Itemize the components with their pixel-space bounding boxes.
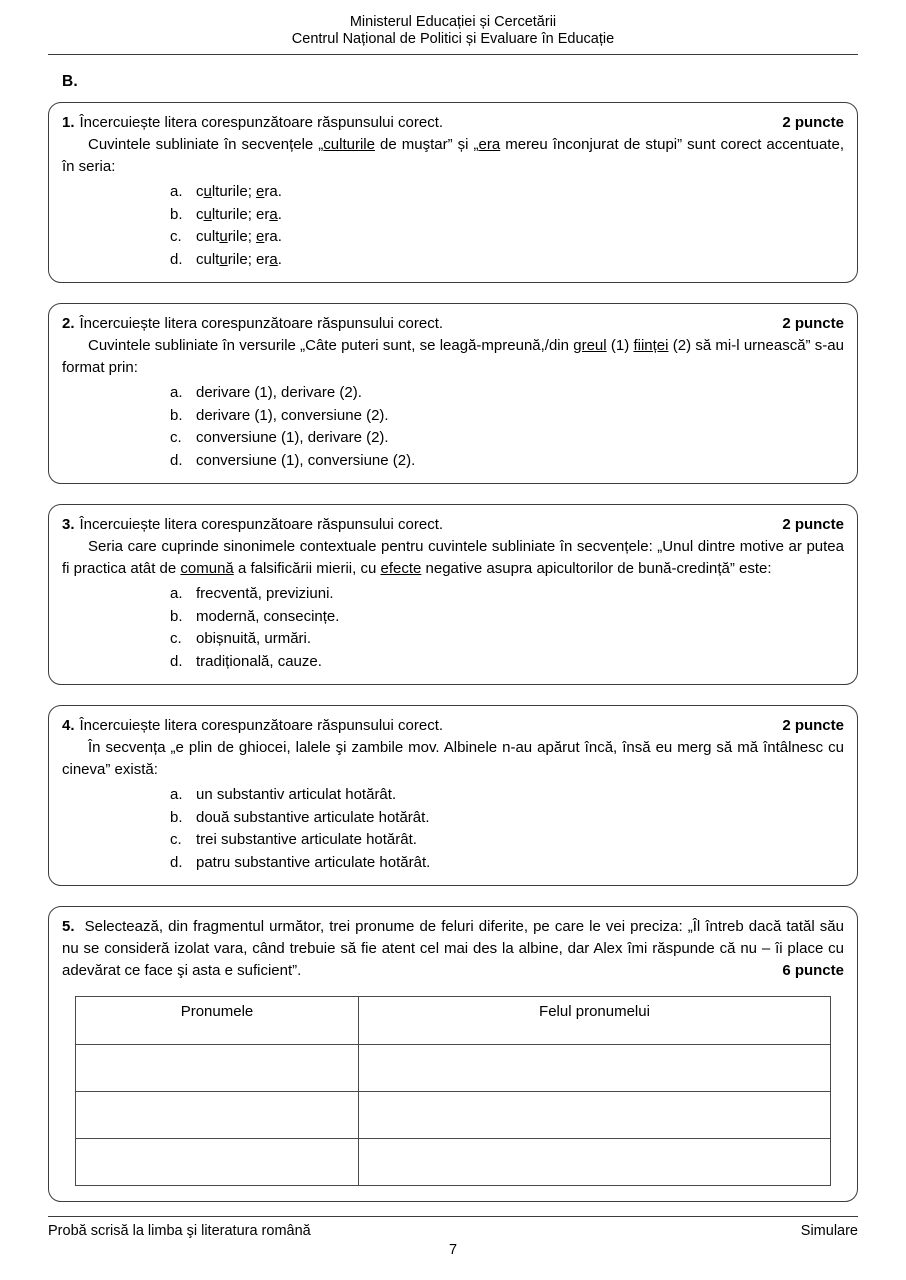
question-4-points: 2 puncte [782,717,844,734]
question-3-prompt: Încercuiește litera corespunzătoare răspunsului corect. [79,516,444,533]
option-item[interactable] [170,450,844,473]
q1-body-post: mereu înconjurat de stupi” sunt corect accentuate, în seria: [62,136,844,175]
question-2-body [62,335,844,378]
option-text: obișnuită, urmări. [196,630,312,647]
option-item[interactable] [170,204,844,227]
question-3-number: 3. [62,516,75,533]
q1-body-pre: Cuvintele subliniate în secvențele „ [88,136,324,153]
header-ministry-line: Ministerul Educației și Cercetării [349,14,557,30]
question-3-options [62,583,844,673]
document-footer [48,1216,858,1258]
q3-underlined-word-1: comună [180,559,234,577]
option-letter: c. [170,429,182,446]
option-item[interactable] [170,249,844,272]
option-item[interactable] [170,583,844,606]
question-5-text: Selectează, din fragmentul următor, trei pronume de feluri diferite, pe care le vei preciza: „Îl întreb dacă tatăl său nu se consideră izolat vara, când trebuie să fie atent cel mai des la albine, dar Alex îmi răspunde că nu – îi place cu adevărat ce face şi asta e suficient”. [62,918,844,979]
question-3-body [62,536,844,579]
question-box-1 [48,102,858,283]
q1-body-mid: de muştar” și „ [374,136,479,153]
question-2-options [62,382,844,472]
question-box-5 [48,906,858,1202]
question-5-points: 6 puncte [782,962,844,979]
table-header-felul-pronumelui: Felul pronumelui [359,997,831,1045]
option-item[interactable] [170,405,844,428]
option-text: culturile; era. [196,205,282,223]
option-item[interactable] [170,606,844,629]
q2-body-mid: (1) [606,337,634,354]
option-item[interactable] [170,651,844,674]
table-cell-type[interactable] [359,1139,831,1186]
table-header-row [76,997,831,1045]
q3-body-post: negative asupra apicultorilor de bună-credință” este: [421,559,772,577]
question-box-2 [48,303,858,484]
question-4-header [62,715,844,736]
q1-underlined-word-2: era [478,136,501,153]
question-2-points: 2 puncte [782,315,844,332]
option-letter: b. [170,406,183,424]
table-cell-pronoun[interactable] [76,1045,359,1092]
q2-underlined-word-2: ființei [633,337,669,354]
option-item[interactable] [170,829,844,852]
header-divider [48,54,858,55]
question-3-points: 2 puncte [782,516,844,533]
option-letter: d. [170,451,183,469]
q1-underlined-word-1: culturile [323,136,375,153]
page-number: 7 [448,1242,458,1258]
option-item[interactable] [170,807,844,830]
question-2-prompt: Încercuiește litera corespunzătoare răspunsului corect. [79,315,444,332]
option-letter: d. [170,853,183,871]
option-text: două substantive articulate hotărât. [196,808,430,826]
option-letter: a. [170,183,183,200]
header-center-line: Centrul Național de Politici și Evaluare în Educație [291,31,615,47]
q3-underlined-word-2: efecte [380,559,422,577]
option-item[interactable] [170,427,844,450]
question-1-number: 1. [62,114,75,131]
option-text: culturile; era. [196,250,282,268]
option-item[interactable] [170,784,844,807]
q3-body-pre: Seria care cuprinde sinonimele contextuale pentru cuvintele subliniate în secvențele: „Unul dintre motive ar putea fi practica atât de [62,538,844,577]
option-text: culturile; era. [196,183,282,200]
question-1-header [62,112,844,133]
table-cell-type[interactable] [359,1092,831,1139]
option-text: patru substantive articulate hotărât. [196,853,431,871]
option-item[interactable] [170,382,844,405]
option-letter: d. [170,652,183,670]
option-text: modernă, consecințe. [196,607,340,625]
q2-underlined-word-1: greul [573,337,607,354]
footer-divider [48,1216,858,1217]
option-text: frecventă, previziuni. [196,585,334,602]
question-1-prompt: Încercuiește litera corespunzătoare răspunsului corect. [79,114,444,131]
section-letter: B. [62,73,78,90]
footer-exam-type: Simulare [800,1223,858,1239]
table-cell-type[interactable] [359,1045,831,1092]
option-item[interactable] [170,628,844,651]
option-letter: b. [170,808,183,826]
option-text: culturile; era. [196,228,282,245]
q2-body-post: (2) să mi-l urnească” s-au format prin: [62,337,844,376]
table-cell-pronoun[interactable] [76,1139,359,1186]
table-row [76,1045,831,1092]
option-letter: a. [170,786,183,803]
option-letter: b. [170,607,183,625]
footer-exam-title: Probă scrisă la limba şi literatura română [48,1223,311,1239]
option-text: derivare (1), derivare (2). [196,384,362,401]
question-4-prompt: Încercuiește litera corespunzătoare răspunsului corect. [79,717,444,734]
question-4-options [62,784,844,874]
question-1-body [62,134,844,177]
question-3-header [62,514,844,535]
option-text: un substantiv articulat hotărât. [196,786,397,803]
question-2-header [62,313,844,334]
option-letter: b. [170,205,183,223]
option-letter: d. [170,250,183,268]
question-1-options [62,181,844,271]
question-2-number: 2. [62,315,75,332]
option-text: conversiune (1), conversiune (2). [196,451,416,469]
table-cell-pronoun[interactable] [76,1092,359,1139]
table-row [76,1092,831,1139]
question-4-number: 4. [62,717,75,734]
question-5-number: 5. [62,918,75,935]
option-text: trei substantive articulate hotărât. [196,831,417,848]
option-text: derivare (1), conversiune (2). [196,406,389,424]
document-header [48,14,858,52]
question-4-body: În secvența „e plin de ghiocei, lalele şi zambile mov. Albinele n-au apărut încă, însă eu merg să mă întâlnesc cu cineva” există: [62,739,844,778]
q3-body-mid: a falsificării mierii, cu [233,559,381,577]
pronoun-answer-table [75,996,831,1186]
question-1-points: 2 puncte [782,114,844,131]
question-box-3 [48,504,858,685]
option-text: tradițională, cauze. [196,652,322,670]
option-text: conversiune (1), derivare (2). [196,429,389,446]
option-item[interactable] [170,226,844,249]
option-letter: a. [170,585,183,602]
table-row [76,1139,831,1186]
option-letter: a. [170,384,183,401]
q2-body-pre: Cuvintele subliniate în versurile „Câte puteri sunt, se leagă-mpreună,/din [88,337,574,354]
option-letter: c. [170,228,182,245]
option-letter: c. [170,831,182,848]
question-box-4 [48,705,858,886]
option-letter: c. [170,630,182,647]
option-item[interactable] [170,852,844,875]
option-item[interactable] [170,181,844,204]
table-header-pronumele: Pronumele [76,997,359,1045]
